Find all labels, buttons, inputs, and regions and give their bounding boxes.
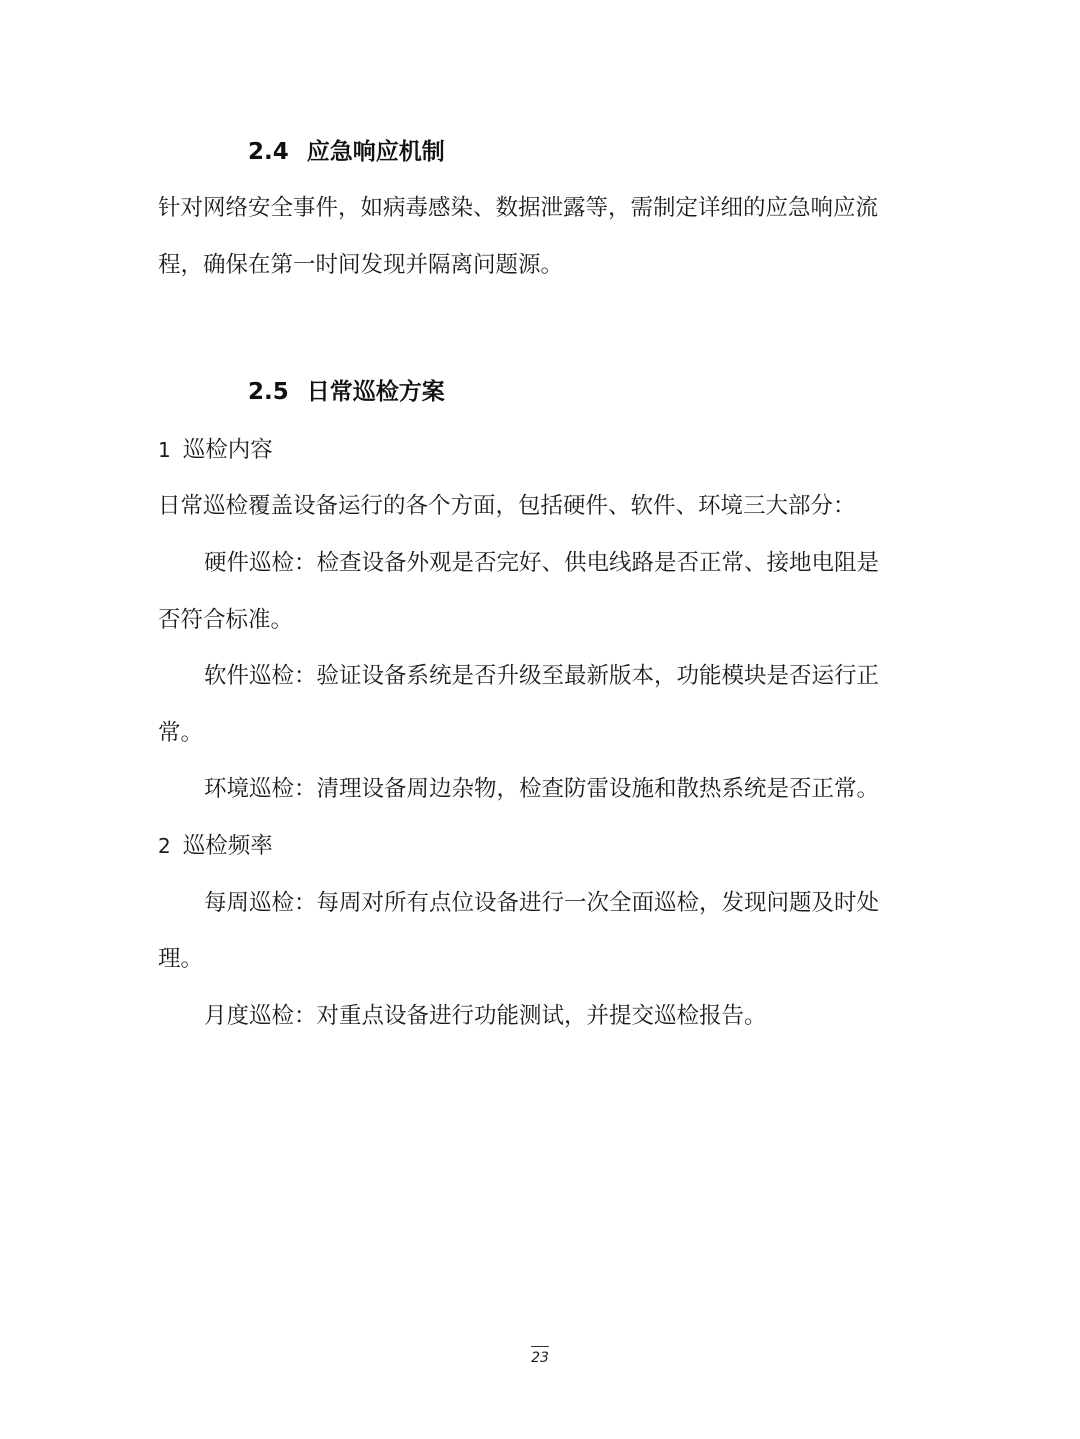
paragraph-line: 否符合标准。 xyxy=(158,607,294,633)
subsection-title: 巡检内容 xyxy=(182,437,273,463)
paragraph-line: 理。 xyxy=(158,946,204,972)
subsection-heading-inspection-content xyxy=(158,435,273,465)
subsection-index: 2 xyxy=(158,834,171,858)
page-number-text: 23 xyxy=(531,1346,549,1368)
paragraph-line: 程，确保在第一时间发现并隔离问题源。 xyxy=(158,252,564,278)
section-heading-2-4 xyxy=(248,137,445,167)
section-number: 2.5 xyxy=(248,379,289,405)
subsection-heading-inspection-frequency xyxy=(158,831,273,861)
page-number xyxy=(0,1346,1080,1368)
paragraph-line: 针对网络安全事件，如病毒感染、数据泄露等，需制定详细的应急响应流 xyxy=(158,195,879,221)
paragraph-line: 月度巡检：对重点设备进行功能测试，并提交巡检报告。 xyxy=(204,1003,767,1029)
section-heading-2-5 xyxy=(248,377,445,407)
section-title: 应急响应机制 xyxy=(306,139,445,165)
section-number: 2.4 xyxy=(248,139,289,165)
section-title: 日常巡检方案 xyxy=(306,379,445,405)
paragraph-line: 每周巡检：每周对所有点位设备进行一次全面巡检，发现问题及时处 xyxy=(204,890,880,916)
subsection-title: 巡检频率 xyxy=(182,833,273,859)
paragraph-line: 软件巡检：验证设备系统是否升级至最新版本，功能模块是否运行正 xyxy=(204,663,880,689)
paragraph-line: 硬件巡检：检查设备外观是否完好、供电线路是否正常、接地电阻是 xyxy=(204,550,880,576)
subsection-index: 1 xyxy=(158,438,171,462)
paragraph-line: 环境巡检：清理设备周边杂物，检查防雷设施和散热系统是否正常。 xyxy=(204,776,880,802)
paragraph-line: 常。 xyxy=(158,720,204,746)
paragraph-line: 日常巡检覆盖设备运行的各个方面，包括硬件、软件、环境三大部分： xyxy=(158,493,856,519)
